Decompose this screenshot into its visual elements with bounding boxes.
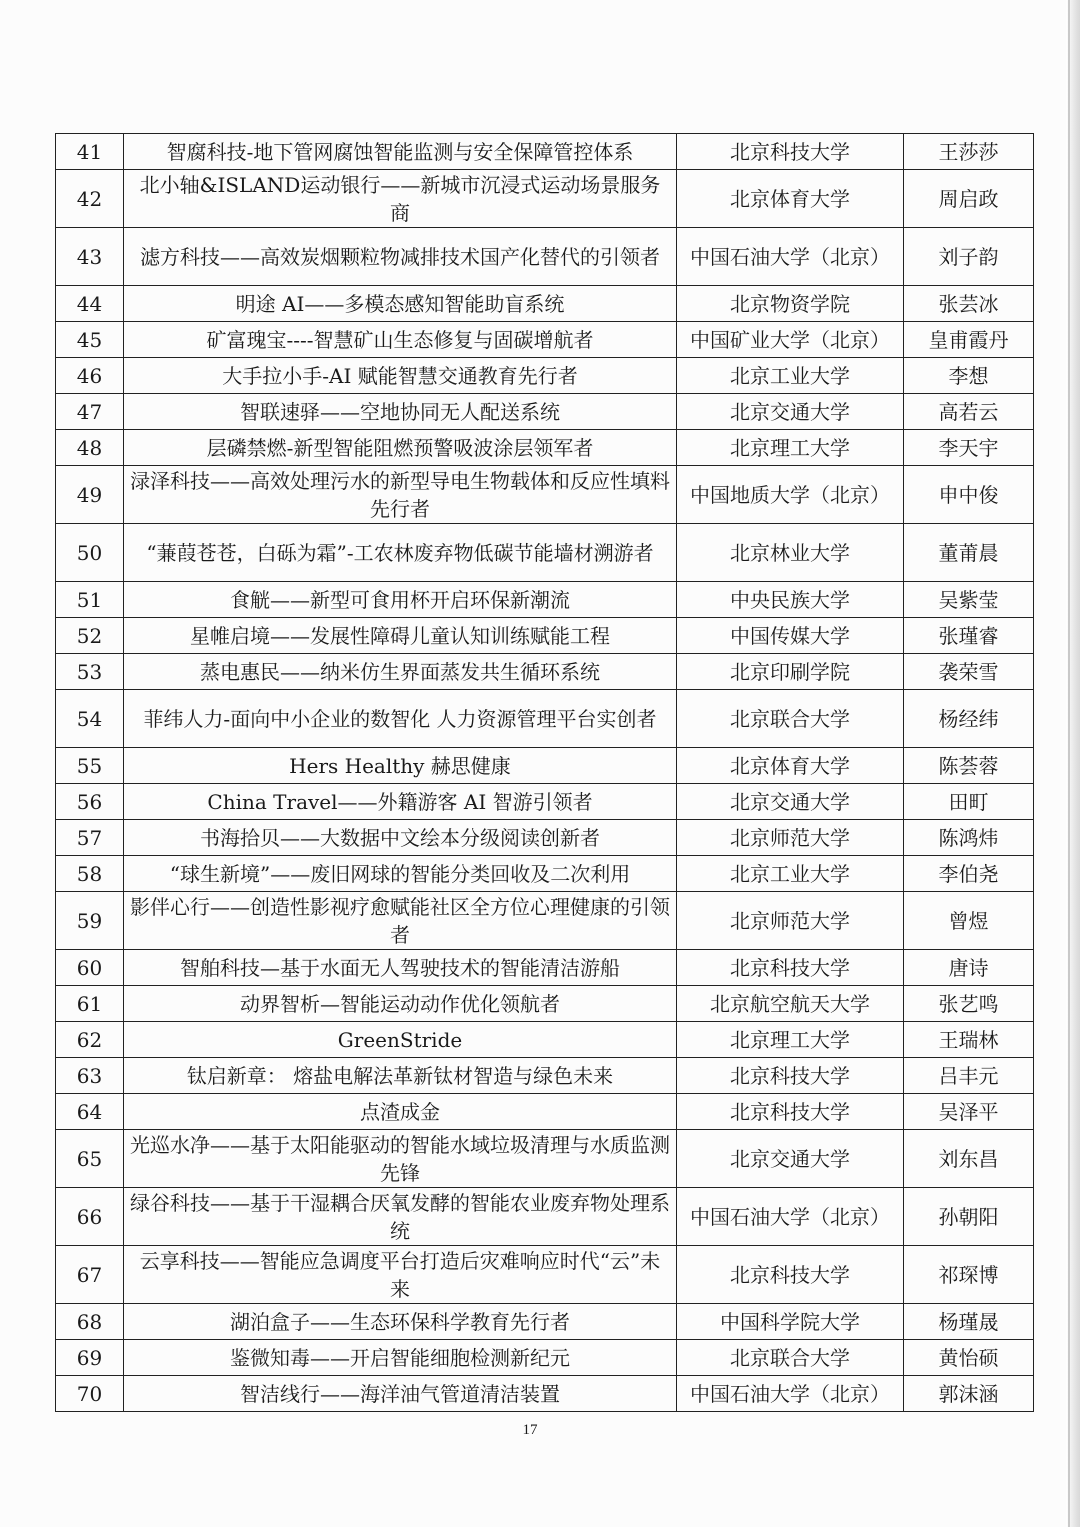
row-number-cell: 50: [56, 524, 124, 582]
leader-cell: 黄怡硕: [904, 1340, 1034, 1376]
project-name-cell: 食觥——新型可食用杯开启环保新潮流: [124, 582, 677, 618]
row-number-cell: 68: [56, 1304, 124, 1340]
table-row: [56, 1022, 1034, 1058]
project-name-cell: 钛启新章： 熔盐电解法革新钛材智造与绿色未来: [124, 1058, 677, 1094]
project-name-cell: 菲纬人力-面向中小企业的数智化 人力资源管理平台实创者: [124, 690, 677, 748]
school-cell: 北京物资学院: [677, 286, 904, 322]
table-row: [56, 582, 1034, 618]
table-row: [56, 170, 1034, 228]
project-name-cell: 矿富瑰宝----智慧矿山生态修复与固碳增航者: [124, 322, 677, 358]
table-row: [56, 430, 1034, 466]
leader-cell: 张艺鸣: [904, 986, 1034, 1022]
project-name-cell: 书海拾贝——大数据中文绘本分级阅读创新者: [124, 820, 677, 856]
project-name-cell: 鉴微知毒——开启智能细胞检测新纪元: [124, 1340, 677, 1376]
table-row: [56, 784, 1034, 820]
project-name-cell: GreenStride: [124, 1022, 677, 1058]
leader-cell: 祁琛博: [904, 1246, 1034, 1304]
row-number-cell: 44: [56, 286, 124, 322]
row-number-cell: 46: [56, 358, 124, 394]
row-number-cell: 59: [56, 892, 124, 950]
project-name-cell: 层磷禁燃-新型智能阻燃预警吸波涂层领军者: [124, 430, 677, 466]
leader-cell: 吴泽平: [904, 1094, 1034, 1130]
table-row: [56, 466, 1034, 524]
row-number-cell: 60: [56, 950, 124, 986]
row-number-cell: 67: [56, 1246, 124, 1304]
row-number-cell: 53: [56, 654, 124, 690]
table-row: [56, 986, 1034, 1022]
row-number-cell: 49: [56, 466, 124, 524]
project-name-cell: China Travel——外籍游客 AI 智游引领者: [124, 784, 677, 820]
school-cell: 北京科技大学: [677, 134, 904, 170]
school-cell: 中国科学院大学: [677, 1304, 904, 1340]
leader-cell: 皇甫霞丹: [904, 322, 1034, 358]
school-cell: 中国石油大学（北京）: [677, 228, 904, 286]
table-row: [56, 1376, 1034, 1412]
row-number-cell: 55: [56, 748, 124, 784]
project-name-cell: 星帷启境——发展性障碍儿童认知训练赋能工程: [124, 618, 677, 654]
school-cell: 中国石油大学（北京）: [677, 1188, 904, 1246]
school-cell: 北京交通大学: [677, 1130, 904, 1188]
project-name-cell: 点渣成金: [124, 1094, 677, 1130]
table-row: [56, 394, 1034, 430]
leader-cell: 张芸冰: [904, 286, 1034, 322]
table-row: [56, 950, 1034, 986]
school-cell: 北京科技大学: [677, 1246, 904, 1304]
leader-cell: 陈鸿炜: [904, 820, 1034, 856]
row-number-cell: 45: [56, 322, 124, 358]
leader-cell: 周启政: [904, 170, 1034, 228]
project-name-cell: 蒸电惠民——纳米仿生界面蒸发共生循环系统: [124, 654, 677, 690]
row-number-cell: 69: [56, 1340, 124, 1376]
row-number-cell: 47: [56, 394, 124, 430]
leader-cell: 杨瑾晟: [904, 1304, 1034, 1340]
project-name-cell: “蒹葭苍苍，白砾为霜”-工农林废弃物低碳节能墙材溯游者: [124, 524, 677, 582]
leader-cell: 吕丰元: [904, 1058, 1034, 1094]
school-cell: 北京科技大学: [677, 1058, 904, 1094]
table-row: [56, 654, 1034, 690]
row-number-cell: 57: [56, 820, 124, 856]
leader-cell: 申中俊: [904, 466, 1034, 524]
leader-cell: 杨经纬: [904, 690, 1034, 748]
row-number-cell: 48: [56, 430, 124, 466]
school-cell: 中国矿业大学（北京）: [677, 322, 904, 358]
school-cell: 北京联合大学: [677, 690, 904, 748]
project-name-cell: 动界智析—智能运动动作优化领航者: [124, 986, 677, 1022]
project-name-cell: 智腐科技-地下管网腐蚀智能监测与安全保障管控体系: [124, 134, 677, 170]
leader-cell: 田町: [904, 784, 1034, 820]
school-cell: 北京师范大学: [677, 820, 904, 856]
leader-cell: 李想: [904, 358, 1034, 394]
school-cell: 北京理工大学: [677, 1022, 904, 1058]
table-row: [56, 134, 1034, 170]
row-number-cell: 65: [56, 1130, 124, 1188]
table-row: [56, 228, 1034, 286]
school-cell: 北京交通大学: [677, 394, 904, 430]
table-row: [56, 1340, 1034, 1376]
project-name-cell: 云享科技——智能应急调度平台打造后灾难响应时代“云”未来: [124, 1246, 677, 1304]
school-cell: 中国传媒大学: [677, 618, 904, 654]
table-row: [56, 286, 1034, 322]
school-cell: 北京师范大学: [677, 892, 904, 950]
school-cell: 北京联合大学: [677, 1340, 904, 1376]
leader-cell: 郭沫涵: [904, 1376, 1034, 1412]
table-row: [56, 748, 1034, 784]
leader-cell: 曾煜: [904, 892, 1034, 950]
row-number-cell: 64: [56, 1094, 124, 1130]
school-cell: 中国石油大学（北京）: [677, 1376, 904, 1412]
table-row: [56, 1188, 1034, 1246]
project-name-cell: 明途 AI——多模态感知智能助盲系统: [124, 286, 677, 322]
leader-cell: 唐诗: [904, 950, 1034, 986]
project-name-cell: 渌泽科技——高效处理污水的新型导电生物载体和反应性填料先行者: [124, 466, 677, 524]
leader-cell: 袭荣雪: [904, 654, 1034, 690]
leader-cell: 李伯尧: [904, 856, 1034, 892]
table-row: [56, 358, 1034, 394]
leader-cell: 刘东昌: [904, 1130, 1034, 1188]
leader-cell: 孙朝阳: [904, 1188, 1034, 1246]
row-number-cell: 66: [56, 1188, 124, 1246]
table-row: [56, 1058, 1034, 1094]
leader-cell: 刘子韵: [904, 228, 1034, 286]
table-row: [56, 1304, 1034, 1340]
leader-cell: 吴紫莹: [904, 582, 1034, 618]
table-row: [56, 820, 1034, 856]
school-cell: 北京航空航天大学: [677, 986, 904, 1022]
school-cell: 北京交通大学: [677, 784, 904, 820]
row-number-cell: 58: [56, 856, 124, 892]
leader-cell: 李天宇: [904, 430, 1034, 466]
row-number-cell: 63: [56, 1058, 124, 1094]
project-name-cell: 光巡水净——基于太阳能驱动的智能水域垃圾清理与水质监测先锋: [124, 1130, 677, 1188]
school-cell: 北京体育大学: [677, 748, 904, 784]
project-name-cell: 智洁线行——海洋油气管道清洁装置: [124, 1376, 677, 1412]
school-cell: 北京印刷学院: [677, 654, 904, 690]
school-cell: 北京体育大学: [677, 170, 904, 228]
project-name-cell: 影伴心行——创造性影视疗愈赋能社区全方位心理健康的引领者: [124, 892, 677, 950]
page-number: 17: [522, 1422, 538, 1438]
row-number-cell: 62: [56, 1022, 124, 1058]
table-row: [56, 524, 1034, 582]
row-number-cell: 52: [56, 618, 124, 654]
row-number-cell: 70: [56, 1376, 124, 1412]
row-number-cell: 41: [56, 134, 124, 170]
leader-cell: 董莆晨: [904, 524, 1034, 582]
project-name-cell: 智联速驿——空地协同无人配送系统: [124, 394, 677, 430]
row-number-cell: 43: [56, 228, 124, 286]
school-cell: 北京林业大学: [677, 524, 904, 582]
table-body: [56, 134, 1034, 1412]
table-row: [56, 856, 1034, 892]
table-row: [56, 1130, 1034, 1188]
school-cell: 中国地质大学（北京）: [677, 466, 904, 524]
row-number-cell: 54: [56, 690, 124, 748]
leader-cell: 张瑾睿: [904, 618, 1034, 654]
leader-cell: 高若云: [904, 394, 1034, 430]
school-cell: 中央民族大学: [677, 582, 904, 618]
page-edge-line: [1068, 0, 1070, 1527]
table-row: [56, 618, 1034, 654]
project-name-cell: 滤方科技——高效炭烟颗粒物减排技术国产化替代的引领者: [124, 228, 677, 286]
row-number-cell: 51: [56, 582, 124, 618]
school-cell: 北京科技大学: [677, 950, 904, 986]
table-row: [56, 690, 1034, 748]
school-cell: 北京科技大学: [677, 1094, 904, 1130]
school-cell: 北京工业大学: [677, 856, 904, 892]
project-name-cell: 湖泊盒子——生态环保科学教育先行者: [124, 1304, 677, 1340]
project-name-cell: 北小轴&ISLAND运动银行——新城市沉浸式运动场景服务商: [124, 170, 677, 228]
table-row: [56, 322, 1034, 358]
project-name-cell: “球生新境”——废旧网球的智能分类回收及二次利用: [124, 856, 677, 892]
school-cell: 北京理工大学: [677, 430, 904, 466]
project-name-cell: 智舶科技—基于水面无人驾驶技术的智能清洁游船: [124, 950, 677, 986]
school-cell: 北京工业大学: [677, 358, 904, 394]
table-row: [56, 1094, 1034, 1130]
project-name-cell: Hers Healthy 赫思健康: [124, 748, 677, 784]
leader-cell: 王瑞林: [904, 1022, 1034, 1058]
project-name-cell: 绿谷科技——基于干湿耦合厌氧发酵的智能农业废弃物处理系统: [124, 1188, 677, 1246]
row-number-cell: 42: [56, 170, 124, 228]
project-name-cell: 大手拉小手-AI 赋能智慧交通教育先行者: [124, 358, 677, 394]
project-table: [55, 133, 1034, 1412]
row-number-cell: 61: [56, 986, 124, 1022]
leader-cell: 王莎莎: [904, 134, 1034, 170]
row-number-cell: 56: [56, 784, 124, 820]
table-row: [56, 1246, 1034, 1304]
table-row: [56, 892, 1034, 950]
leader-cell: 陈荟蓉: [904, 748, 1034, 784]
